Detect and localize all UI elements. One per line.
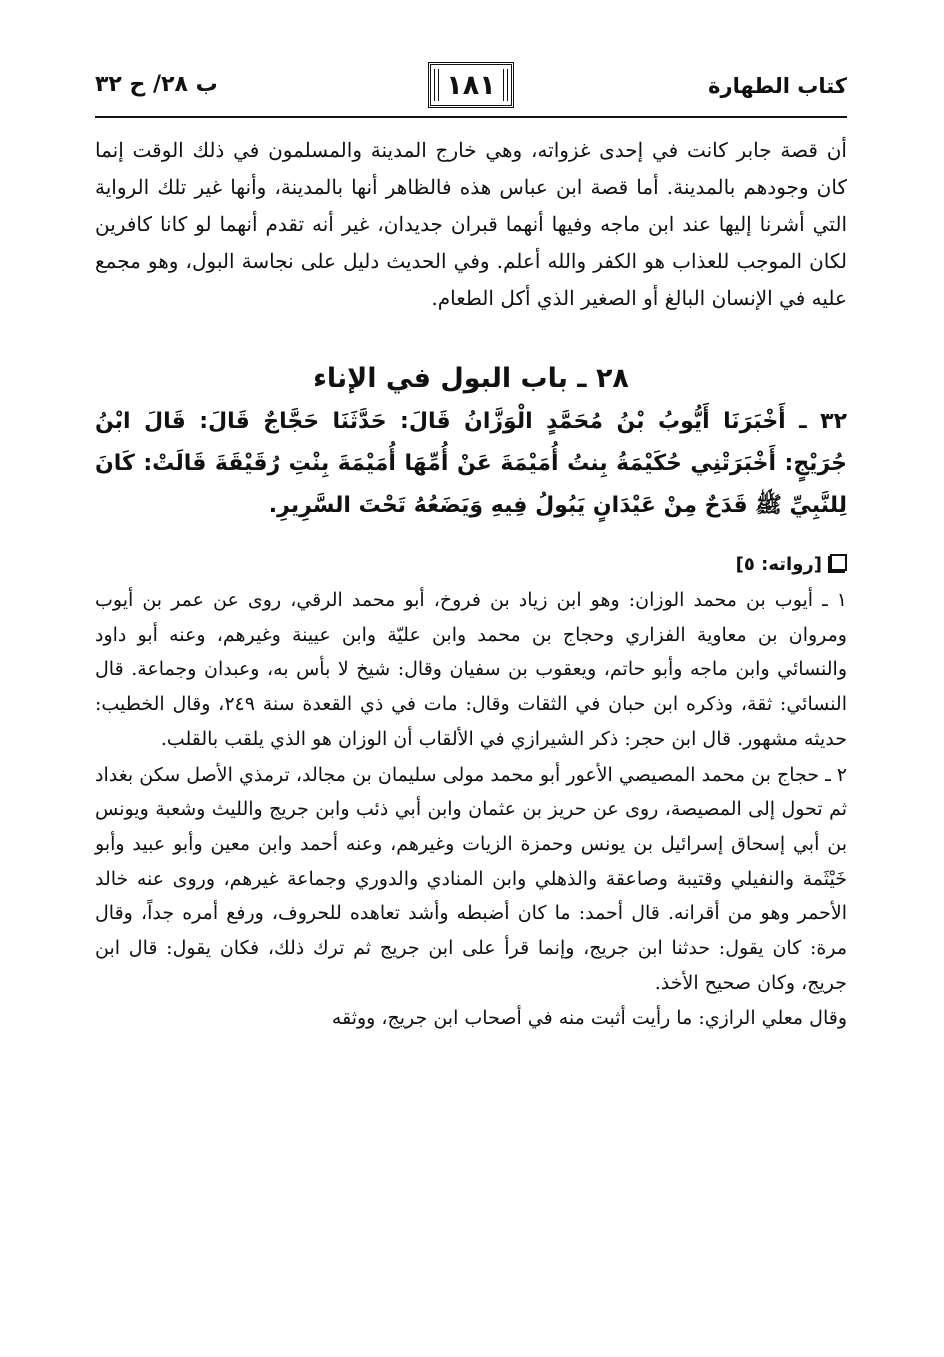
- hadith-text: ٣٢ ـ أَخْبَرَنَا أَيُّوبُ بْنُ مُحَمَّدٍ الْوَزَّانُ قَالَ: حَدَّثَنَا حَجَّاجٌ قَالَ: قَالَ ابْنُ جُرَيْجٍ: أَخْبَرَتْنِي حُكَيْمَةُ بِنتُ أُمَيْمَةَ عَنْ أُمِّهَا أُمَيْمَةَ بِنْتِ رُقَيْقَةَ قَالَتْ: كَانَ لِلنَّبِيِّ ﷺ قَدَحٌ مِنْ عَيْدَانٍ يَبُولُ فِيهِ وَيَضَعُهُ تَحْتَ السَّرِيرِ.: [95, 409, 847, 518]
- narrator-bio-2-continued: وقال معلي الرازي: ما رأيت أثبت منه في أصحاب ابن جريج، ووثقه: [331, 1007, 847, 1030]
- page-number: ١٨١: [446, 69, 496, 101]
- section-reference: ب ٢٨/ ح ٣٢: [95, 72, 218, 97]
- narrators-heading: [95, 549, 847, 581]
- narrator-bio-2: ٢ ـ حجاج بن محمد المصيصي الأعور أبو محمد مولى سليمان بن مجالد، ترمذي الأصل سكن بغداد ثم تحول إلى المصيصة، روى عن حريز بن عثمان وابن أبي ذئب وابن جريج والليث وشعبة ويونس بن أبي إسحاق إسرائيل بن يونس وحمزة الزيات وغيرهم، وعنه أحمد وابن معين وأبو عبيد وأبو خَيْثَمة والنفيلي وقتيبة وصاعقة والذهلي وابن المنادي والدوري وجماعة غيرهم، وروى عنه خالد الأحمر وهو من أقرانه. قال أحمد: ما كان أضبطه وأشد تعاهده للحروف، ورفع أمره جداً، وقال مرة: كان يقول: حدثنا ابن جريج، وإنما قرأ على ابن جريج ثم ترك ذلك، فكان يقول: قال ابن جريج، وكان صحيح الأخذ.: [95, 763, 847, 994]
- book-page: [95, 60, 847, 1036]
- page-number-frame: [428, 62, 514, 108]
- intro-paragraph: أن قصة جابر كانت في إحدى غزواته، وهي خارج المدينة والمسلمون في ذلك الوقت إنما كان وجودهم بالمدينة. أما قصة ابن عباس هذه فالظاهر أنها بالمدينة، وأنها غير تلك الرواية التي أشرنا إليها عند ابن ماجه وفيها أنهما قبران جديدان، غير أنه تقدم أنهما لو كانا كافرين لكان الموجب للعذاب هو الكفر والله أعلم. وفي الحديث دليل على نجاسة البول، وهو مجمع عليه في الإنسان البالغ أو الصغير الذي أكل الطعام.: [95, 138, 847, 310]
- running-header: [95, 60, 847, 118]
- narrators-heading-label: [رواته: ٥]: [735, 554, 822, 575]
- chapter-heading: ٢٨ ـ باب البول في الإناء: [313, 363, 629, 394]
- book-title: كتاب الطهارة: [708, 74, 847, 98]
- box-icon: [830, 554, 847, 571]
- narrator-bio-1: ١ ـ أيوب بن محمد الوزان: وهو ابن زياد بن فروخ، أبو محمد الرقي، روى عن عمر بن أيوب ومروان بن معاوية الفزاري وحجاج بن محمد وابن عليّة وابن عيينة وغيرهم، وعنه أبو داود والنسائي وابن ماجه وأبو حاتم، ويعقوب بن سفيان وقال: شيخ لا بأس به، وعبدان وجماعة. قال النسائي: ثقة، وذكره ابن حبان في الثقات وقال: مات في ذي القعدة سنة ٢٤٩، وقال الخطيب: حديثه مشهور. قال ابن حجر: ذكر الشيرازي في الألقاب أن الوزان هو الذي يلقب بالقلب.: [95, 589, 847, 750]
